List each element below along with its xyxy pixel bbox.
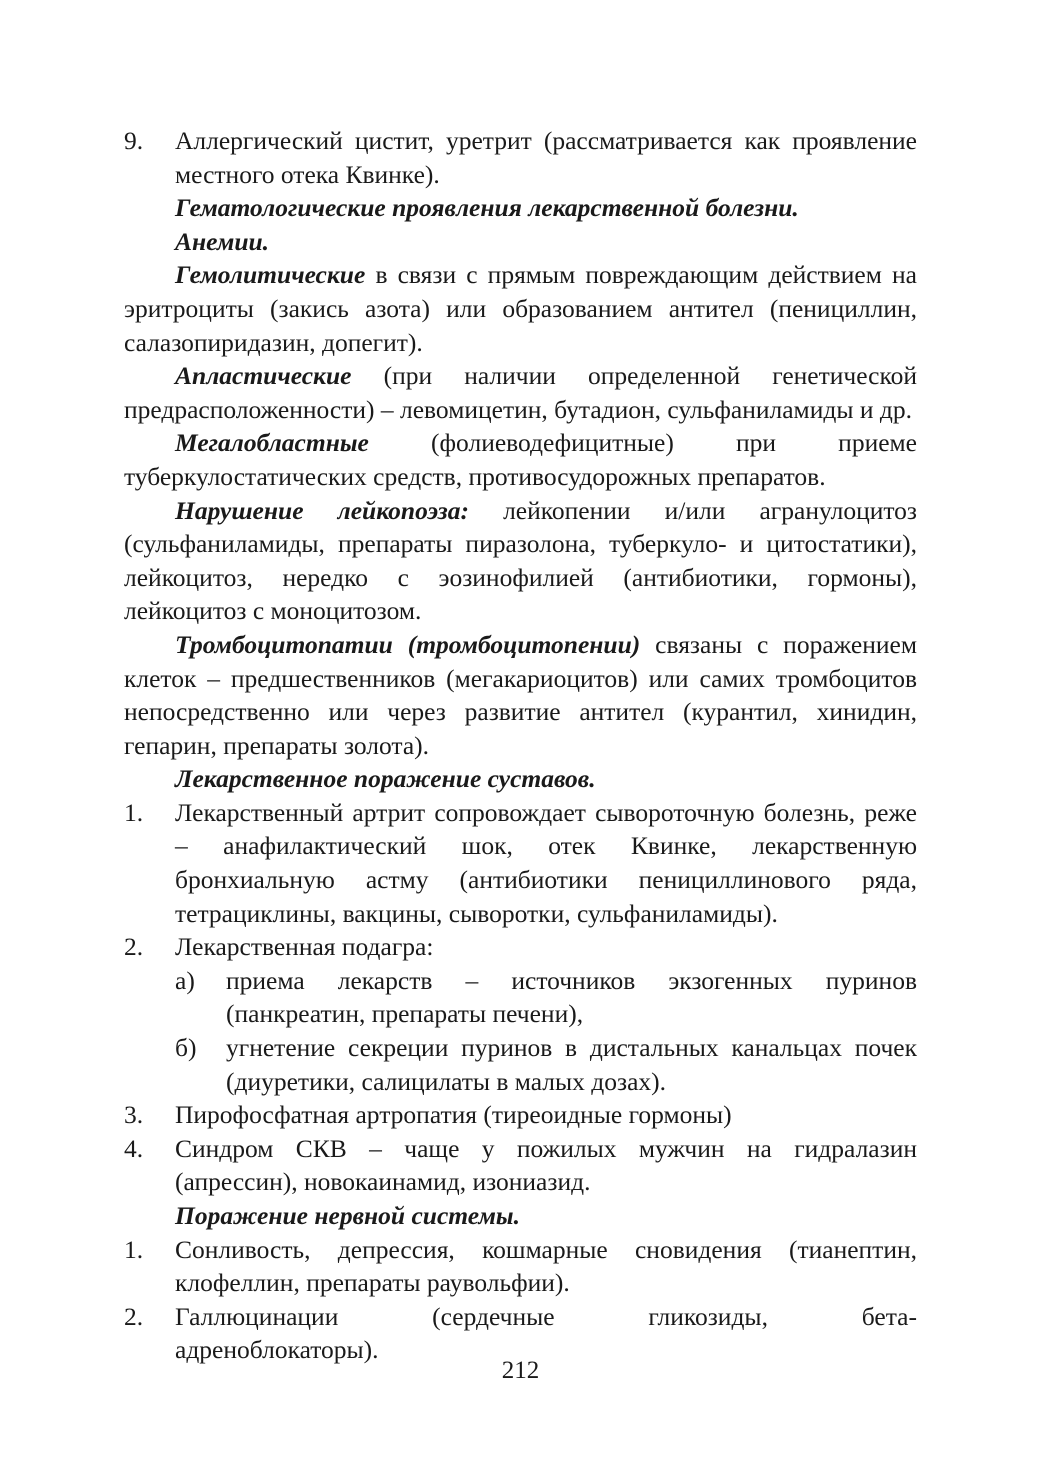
word: гликозиды,: [648, 1301, 768, 1331]
page-number: 212: [501, 1357, 540, 1384]
section-heading-hematology: Гематологические проявления лекарственной болезни.: [175, 193, 799, 223]
section-heading-joints: Лекарственное поражение суставов.: [175, 764, 596, 794]
list-number: 9.: [124, 126, 144, 155]
word: (сердечные: [432, 1301, 555, 1331]
list-text: Аллергический цистит, уретрит (рассматривается как проявление местного отека Квинке).: [175, 126, 917, 189]
paragraph-text: в связи с прямым повреждающим действием на эритроциты (закись азота) или образованием антител (пенициллин, салазопиридазин, допегит).: [124, 260, 917, 357]
paragraph-text: связаны с поражением клеток – предшественников (мегакариоцитов) или самих тромбоцитов непосредственно или через развитие антител (курантил, хинидин, гепарин, препараты золота).: [124, 629, 917, 760]
paragraph-text: (фолиеводефицитные) при приеме туберкулостатических средств, противосудорожных препаратов.: [124, 428, 917, 491]
term: Мегалобластные: [175, 428, 369, 458]
term: Тромбоцитопатии (тромбоцитопении): [175, 629, 641, 659]
sub-list-item: [124, 964, 917, 1031]
list-number: 3.: [124, 1100, 144, 1130]
list-number: 2.: [124, 1301, 144, 1331]
paragraph-thrombo: [124, 628, 917, 762]
list-number: 1.: [124, 797, 144, 827]
list-item: [124, 1132, 917, 1199]
paragraph-text: (при наличии определенной генетической предрасположенности) – левомицетин, бутадион, сульфаниламиды и др.: [124, 361, 917, 424]
word: Галлюцинации: [175, 1301, 339, 1331]
list-item-9: [124, 124, 917, 191]
word: бета-: [861, 1301, 917, 1331]
list-text-continuation: адреноблокаторы).: [175, 1335, 379, 1365]
term: Гемолитические: [175, 260, 366, 290]
section-heading-anemia: Анемии.: [175, 226, 270, 256]
sub-list-letter: а): [175, 965, 195, 995]
list-number: 2.: [124, 932, 144, 962]
list-item: [124, 1233, 917, 1300]
term: Нарушение лейкопоэза:: [175, 495, 469, 525]
list-item: [124, 796, 917, 930]
list-text: Синдром СКВ – чаще у пожилых мужчин на гидралазин (апрессин), новокаинамид, изониазид.: [175, 1133, 917, 1197]
paragraph-megaloblastic: [124, 426, 917, 493]
paragraph-text: лейкопении и/или агранулоцитоз (сульфаниламиды, препараты пиразолона, туберкуло- и цитостатики), лейкоцитоз, нередко с эозинофилией (антибиотики, гормоны), лейкоцитоз с моноцитозом.: [124, 495, 917, 626]
sub-list-text: угнетение секреции пуринов в дистальных канальцах почек (диуретики, салицилаты в малых дозах).: [226, 1033, 917, 1096]
spread-line: [175, 1300, 917, 1334]
paragraph-leukopoiesis: [124, 494, 917, 628]
list-item: [124, 930, 917, 964]
paragraph-hemolytic: [124, 258, 917, 359]
list-item: [124, 1098, 917, 1132]
list-text: Сонливость, депрессия, кошмарные сновидения (тианептин, клофеллин, препараты раувольфии).: [175, 1234, 917, 1298]
paragraph-aplastic: [124, 359, 917, 426]
section-heading-nervous: Поражение нервной системы.: [175, 1201, 520, 1230]
list-number: 1.: [124, 1234, 144, 1264]
list-text: Лекарственный артрит сопровождает сывороточную болезнь, реже – анафилактический шок, отек Квинке, лекарственную бронхиальную астму (антибиотики пенициллинового ряда, тетрациклины, вакцины, сыворотки, сульфаниламиды).: [175, 797, 917, 928]
page-content: [124, 124, 917, 1367]
list-text: Лекарственная подагра:: [175, 932, 434, 962]
sub-list-text: приема лекарств – источников экзогенных пуринов (панкреатин, препараты печени),: [226, 965, 917, 1029]
list-text: Пирофосфатная артропатия (тиреоидные гормоны): [175, 1100, 732, 1130]
sub-list-letter: б): [175, 1033, 197, 1063]
list-number: 4.: [124, 1133, 144, 1163]
sub-list-item: [124, 1031, 917, 1098]
term: Апластические: [175, 361, 352, 391]
